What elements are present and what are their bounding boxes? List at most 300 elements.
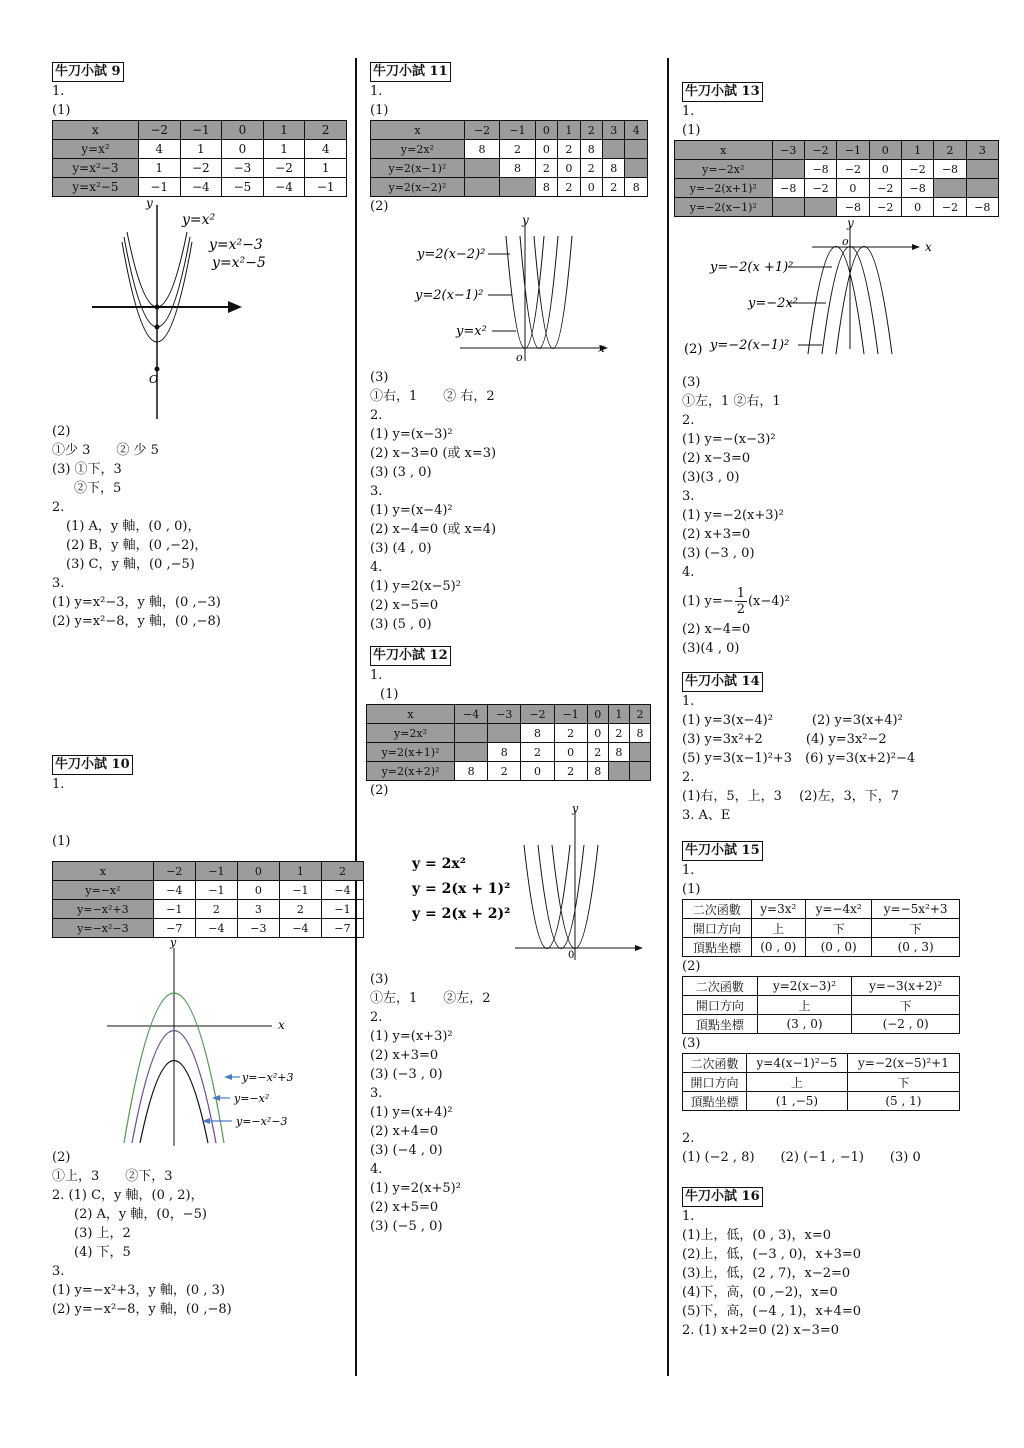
q14-line: (1)右，5，上，3 (2)左，3，下，7 — [682, 789, 900, 804]
q15-cell: 開口方向 — [683, 1073, 747, 1092]
q13-cell: −2 — [869, 198, 901, 217]
q11-cell: 4 — [625, 121, 648, 140]
q13-fraction-line — [682, 582, 982, 620]
q13-answer-line: (1) y=−(x−3)² — [682, 432, 776, 447]
q9-answer-line: (1) y=x²−3，y 軸，(0 ,−3) — [52, 595, 221, 610]
q11-y-label: y — [522, 216, 529, 227]
q10-answer-line: 3. — [52, 1264, 65, 1279]
q11-answer-line: (3) (5 , 0) — [370, 617, 432, 632]
q12-curve-2 — [538, 845, 584, 949]
q13-cell: −1 — [837, 141, 869, 160]
q10-cell: 0 — [237, 862, 279, 881]
q16-line: (3)上，低，(2 , 7)，x−2=0 — [682, 1266, 851, 1281]
q10-answer-line: 2. (1) C，y 軸，(0 , 2)， — [52, 1188, 204, 1203]
q11-curve-3 — [534, 236, 572, 349]
q10-cell: −4 — [279, 919, 321, 938]
q12-answer-line: (3) (−3 , 0) — [370, 1067, 443, 1082]
q13-cell: y=−2(x−1)² — [675, 198, 773, 217]
q12-x-arrow — [635, 945, 643, 951]
q14-line: 3. A、E — [682, 808, 731, 823]
q11-cell: 2 — [500, 140, 535, 159]
q11-cell: y=2x² — [371, 140, 465, 159]
q13-cell: −8 — [772, 179, 804, 198]
q11-answer-line: 4. — [370, 560, 383, 575]
q10-answer-line: (2) y=−x²−8，y 軸，(0 ,−8) — [52, 1302, 232, 1317]
q15-cell: 頂點坐標 — [683, 938, 752, 957]
q12-cell: 2 — [488, 762, 521, 781]
q13-frac-pre: (1) y=− — [682, 593, 734, 609]
q12-title: 牛刀小試 12 — [370, 646, 451, 666]
column-divider-1 — [355, 58, 357, 1376]
q13-answer-line: (2) x−4=0 — [682, 622, 751, 637]
q15-cell: 開口方向 — [683, 919, 752, 938]
column-divider-2 — [667, 58, 669, 1376]
q11-answer-line: (3) (4 , 0) — [370, 541, 432, 556]
q12-cell: y=2(x+2)² — [367, 762, 455, 781]
q11-sub: (1) — [370, 103, 389, 118]
q10-sub: (1) — [52, 834, 71, 849]
q12-curve-3 — [524, 845, 570, 949]
q9-cell: −2 — [180, 159, 222, 178]
q12-curve-label-1: y = 2x² — [412, 856, 466, 872]
q10-curve-label-1: y=−x²+3 — [242, 1071, 294, 1084]
q15-cell: 下 — [872, 919, 960, 938]
q11-answer-line: 2. — [370, 408, 383, 423]
q12-cell: y=2x² — [367, 724, 455, 743]
q13-answer-line: (3) — [682, 375, 701, 390]
q13-answer-line: (2) x−3=0 — [682, 451, 751, 466]
q15-table-1 — [682, 899, 960, 957]
column-1 — [52, 60, 352, 1319]
q15-sub3: (3) — [682, 1036, 701, 1051]
q11-cell: 3 — [603, 121, 625, 140]
q12-cell: 0 — [587, 705, 608, 724]
q12-table — [366, 704, 651, 781]
q11-graph — [370, 216, 630, 368]
q13-cell — [804, 198, 836, 217]
q9-cell: 0 — [222, 140, 264, 159]
q9-cell: 1 — [305, 159, 347, 178]
q15-cell: 上 — [757, 996, 852, 1015]
q10-answer-line: (4) 下，5 — [74, 1245, 131, 1260]
q9-cell: −5 — [222, 178, 264, 197]
q16-line: 1. — [682, 1209, 695, 1224]
q11-cell: 1 — [558, 121, 580, 140]
q10-cell: −1 — [153, 900, 195, 919]
q12-cell — [608, 762, 629, 781]
q11-cell — [464, 178, 499, 197]
q12-cell — [629, 762, 650, 781]
q12-answer-line: 4. — [370, 1162, 383, 1177]
q10-cell: y=−x²−3 — [53, 919, 154, 938]
q12-cell: 2 — [554, 762, 587, 781]
q15-table-3 — [682, 1053, 960, 1111]
q14-line: (1) y=3(x−4)² (2) y=3(x+4)² — [682, 713, 903, 728]
q11-cell — [603, 140, 625, 159]
q9-answer-line: ②下，5 — [74, 481, 122, 496]
q13-cell: 1 — [901, 141, 933, 160]
q11-cell: 2 — [558, 140, 580, 159]
q12-cell: 0 — [554, 743, 587, 762]
q12-cell: 8 — [488, 743, 521, 762]
q12-cell: 2 — [554, 724, 587, 743]
q10-cell: −4 — [321, 881, 363, 900]
q13-frac-post: (x−4)² — [747, 593, 790, 609]
q11-cell: 0 — [558, 159, 580, 178]
q12-answer-line: (3) — [370, 972, 389, 987]
q14-line: (3) y=3x²+2 (4) y=3x²−2 — [682, 732, 887, 747]
q9-answer-line: (3) C，y 軸，(0 ,−5) — [66, 557, 195, 572]
q9-cell: 1 — [138, 159, 180, 178]
q10-cell: −1 — [321, 900, 363, 919]
q15-cell: (0 , 0) — [805, 938, 871, 957]
q11-answer-line: (1) y=2(x−5)² — [370, 579, 461, 594]
q9-cell: 1 — [263, 140, 305, 159]
q12-answer-line: ①左，1 ②左，2 — [370, 991, 491, 1006]
q12-answer-line: (2) x+3=0 — [370, 1048, 439, 1063]
q9-table — [52, 120, 347, 197]
q15-cell: 二次函數 — [683, 1054, 747, 1073]
q13-sub2: (2) — [684, 342, 703, 357]
q15-cell: 頂點坐標 — [683, 1092, 747, 1111]
q15-cell: (3 , 0) — [757, 1015, 852, 1034]
q11-answer-line: (2) x−3=0 (或 x=3) — [370, 446, 497, 461]
q13-cell: −2 — [934, 198, 966, 217]
q12-answer-line: (1) y=2(x+5)² — [370, 1181, 461, 1196]
q11-cell: 0 — [580, 178, 602, 197]
q9-cell: 4 — [138, 140, 180, 159]
q13-cell — [772, 160, 804, 179]
q14-line: 2. — [682, 770, 695, 785]
q15-cell: 二次函數 — [683, 900, 752, 919]
q9-point — [155, 325, 160, 330]
q13-graph — [682, 219, 972, 357]
q12-answer-line: (3) (−4 , 0) — [370, 1143, 443, 1158]
q11-cell: x — [371, 121, 465, 140]
q12-o-label: 0 — [568, 950, 575, 961]
q10-cell: 2 — [321, 862, 363, 881]
q10-graph — [52, 938, 332, 1148]
q12-graph — [370, 800, 650, 970]
q15-cell: 下 — [847, 1073, 959, 1092]
q11-cell: 0 — [535, 121, 557, 140]
q11-cell: −1 — [500, 121, 535, 140]
q13-answer-line: (2) x+3=0 — [682, 527, 751, 542]
q13-num: 1. — [682, 104, 695, 119]
q13-cell: −2 — [901, 160, 933, 179]
q11-cell — [500, 178, 535, 197]
q10-cell: −7 — [153, 919, 195, 938]
q13-frac-den: 2 — [736, 601, 745, 617]
q10-answer-line: (3) 上，2 — [74, 1226, 131, 1241]
q13-cell: 0 — [901, 198, 933, 217]
q12-curve-label-2: y = 2(x + 1)² — [412, 881, 511, 897]
q9-cell: x — [53, 121, 139, 140]
q13-x-arrow — [912, 244, 920, 250]
q9-cell: −2 — [263, 159, 305, 178]
q9-cell: −2 — [138, 121, 180, 140]
q10-curve-label-2: y=−x² — [234, 1092, 270, 1105]
q12-cell — [488, 724, 521, 743]
q12-answer-line: (2) x+5=0 — [370, 1200, 439, 1215]
q9-curve-label-2: y=x²−3 — [209, 237, 263, 253]
q13-cell: −2 — [804, 141, 836, 160]
q11-answer-line: (2) x−5=0 — [370, 598, 439, 613]
q9-cell: −4 — [180, 178, 222, 197]
q16-title: 牛刀小試 16 — [682, 1187, 763, 1207]
q11-o-label: o — [516, 351, 523, 364]
q12-cell: 2 — [629, 705, 650, 724]
q12-cell — [455, 743, 488, 762]
q13-x-label: x — [925, 240, 932, 254]
q13-cell — [934, 179, 966, 198]
q12-cell: 8 — [521, 724, 554, 743]
q15-cell: 開口方向 — [683, 996, 758, 1015]
q12-cell: 8 — [455, 762, 488, 781]
q15-sub: (1) — [682, 882, 701, 897]
q9-y-label: y — [146, 197, 153, 210]
q10-y-label: y — [170, 938, 177, 949]
q15-cell: 下 — [852, 996, 960, 1015]
q10-cell: −4 — [195, 919, 237, 938]
q13-cell: −2 — [804, 179, 836, 198]
q13-sub: (1) — [682, 123, 701, 138]
q11-cell: y=2(x−1)² — [371, 159, 465, 178]
q15-answer-line: (1) (−2 , 8) (2) (−1 , −1) (3) 0 — [682, 1150, 921, 1165]
q11-cell: 2 — [603, 178, 625, 197]
q13-cell: y=−2(x+1)² — [675, 179, 773, 198]
q13-frac-num: 1 — [736, 585, 745, 601]
q11-cell: 8 — [580, 140, 602, 159]
q9-answer-line: (3) ①下，3 — [52, 462, 122, 477]
q13-o-label: o — [842, 235, 849, 248]
q9-answer-line: (1) A，y 軸，(0 , 0)， — [66, 519, 201, 534]
q10-arrow — [224, 1074, 232, 1080]
q13-cell: −8 — [934, 160, 966, 179]
q11-cell: y=2(x−2)² — [371, 178, 465, 197]
q15-cell: y=3x² — [751, 900, 805, 919]
q13-cell: −2 — [869, 179, 901, 198]
q12-y-label: y — [572, 802, 579, 815]
q13-answer-line: (3)(4 , 0) — [682, 641, 740, 656]
q12-cell: 2 — [521, 743, 554, 762]
q10-cell: −4 — [153, 881, 195, 900]
q11-answer-line: (1) y=(x−3)² — [370, 427, 453, 442]
q13-cell: −8 — [901, 179, 933, 198]
q9-num: 1. — [52, 84, 65, 99]
q9-answer-line: (2) B，y 軸，(0 ,−2)， — [66, 538, 208, 553]
q12-curve-label-3: y = 2(x + 2)² — [412, 906, 511, 922]
q15-cell: (1 ,−5) — [747, 1092, 848, 1111]
q12-answer-line: (2) x+4=0 — [370, 1124, 439, 1139]
column-3 — [682, 80, 991, 1340]
q15-cell: (−2 , 0) — [852, 1015, 960, 1034]
q12-cell: 0 — [587, 724, 608, 743]
q12-sub: (1) — [380, 687, 399, 702]
q9-cell: y=x²−5 — [53, 178, 139, 197]
q10-cell: y=−x² — [53, 881, 154, 900]
q12-answer-line: 3. — [370, 1086, 383, 1101]
q13-curve-label-1: y=−2(x +1)² — [710, 260, 794, 275]
q9-cell: y=x²−3 — [53, 159, 139, 178]
q11-curve-label-1: y=2(x−2)² — [417, 247, 486, 262]
q10-cell: 1 — [279, 862, 321, 881]
q15-cell: y=4(x−1)²−5 — [747, 1054, 848, 1073]
q12-cell — [455, 724, 488, 743]
q11-cell: 0 — [535, 140, 557, 159]
q11-table — [370, 120, 648, 197]
q13-y-label: y — [847, 219, 854, 230]
q12-cell: 8 — [587, 762, 608, 781]
q13-curve-3 — [836, 247, 892, 355]
q11-answer-line: 3. — [370, 484, 383, 499]
q9-answer-line: ①少 3 ② 少 5 — [52, 443, 159, 458]
q9-cell: −1 — [305, 178, 347, 197]
q11-curve-label-3: y=x² — [456, 324, 487, 339]
q11-answer-line: (1) y=(x−4)² — [370, 503, 453, 518]
q9-x-arrow — [228, 301, 242, 313]
q14-line: (5) y=3(x−1)²+3 (6) y=3(x+2)²−4 — [682, 751, 916, 766]
q9-sub: (1) — [52, 103, 71, 118]
q11-cell: 8 — [603, 159, 625, 178]
q10-answer-line: (2) A，y 軸，(0，−5) — [74, 1207, 207, 1222]
q10-curve-label-3: y=−x²−3 — [236, 1115, 288, 1128]
q11-cell — [464, 159, 499, 178]
q11-cell: 2 — [558, 178, 580, 197]
q15-cell: y=−4x² — [805, 900, 871, 919]
q10-answer-line: (1) y=−x²+3，y 軸，(0 , 3) — [52, 1283, 225, 1298]
q10-cell: 2 — [195, 900, 237, 919]
q10-title: 牛刀小試 10 — [52, 755, 133, 775]
q10-cell: −1 — [279, 881, 321, 900]
q13-cell: x — [675, 141, 773, 160]
q13-cell: −3 — [772, 141, 804, 160]
q10-cell: −2 — [153, 862, 195, 881]
q13-curve-label-3: y=−2(x−1)² — [710, 338, 790, 353]
q9-cell: −3 — [222, 159, 264, 178]
q9-cell: −4 — [263, 178, 305, 197]
q13-fraction — [735, 586, 747, 617]
q11-curve-2 — [520, 236, 558, 349]
q13-answer-line: 4. — [682, 565, 695, 580]
q9-curve-label-1: y=x² — [182, 212, 216, 228]
q13-cell: 0 — [869, 141, 901, 160]
q11-answer-line: (2) x−4=0 (或 x=4) — [370, 522, 497, 537]
q12-cell: −3 — [488, 705, 521, 724]
q11-title: 牛刀小試 11 — [370, 62, 451, 82]
q10-cell: 0 — [237, 881, 279, 900]
q13-cell: 2 — [934, 141, 966, 160]
q10-cell: −1 — [195, 862, 237, 881]
q12-cell: y=2(x+1)² — [367, 743, 455, 762]
q13-cell: −8 — [837, 198, 869, 217]
q12-cell: 0 — [521, 762, 554, 781]
q12-cell: 2 — [608, 724, 629, 743]
q16-line: (4)下，高，(0 ,−2)，x=0 — [682, 1285, 838, 1300]
q12-cell — [629, 743, 650, 762]
q10-x-label: x — [278, 1018, 285, 1032]
q12-cell: 8 — [608, 743, 629, 762]
q10-num: 1. — [52, 777, 65, 792]
q12-sub2: (2) — [370, 783, 389, 798]
q15-cell: (5 , 1) — [847, 1092, 959, 1111]
q9-cell: 1 — [263, 121, 305, 140]
q9-cell: y=x² — [53, 140, 139, 159]
q10-cell: x — [53, 862, 154, 881]
q11-cell: 2 — [535, 159, 557, 178]
q9-point — [155, 367, 160, 372]
q12-cell: 8 — [629, 724, 650, 743]
q13-answer-line: 2. — [682, 413, 695, 428]
q12-answer-line: 2. — [370, 1010, 383, 1025]
q9-answer-line: (2) y=x²−8，y 軸，(0 ,−8) — [52, 614, 221, 629]
q12-cell: −4 — [455, 705, 488, 724]
q15-num: 1. — [682, 863, 695, 878]
q9-graph — [52, 197, 312, 422]
q13-answer-line: 3. — [682, 489, 695, 504]
q12-cell: 2 — [587, 743, 608, 762]
q15-cell: 二次函數 — [683, 977, 758, 996]
q13-cell: −8 — [804, 160, 836, 179]
q10-answer-line: (2) — [52, 1150, 71, 1165]
q9-curve-label-3: y=x²−5 — [212, 255, 266, 271]
q15-cell: y=2(x−3)² — [757, 977, 852, 996]
q15-cell: (0 , 3) — [872, 938, 960, 957]
q13-answer-line: (3) (−3 , 0) — [682, 546, 755, 561]
q13-curve-2 — [808, 247, 864, 355]
q13-answer-line: (1) y=−2(x+3)² — [682, 508, 784, 523]
q11-cell — [625, 140, 648, 159]
q15-cell: y=−2(x−5)²+1 — [847, 1054, 959, 1073]
q15-answer-line: 2. — [682, 1131, 695, 1146]
q10-cell: −3 — [237, 919, 279, 938]
q13-cell — [966, 160, 998, 179]
q13-cell: 3 — [966, 141, 998, 160]
q11-cell: 2 — [580, 159, 602, 178]
q10-answer-line: ①上，3 ②下，3 — [52, 1169, 173, 1184]
q15-cell: 上 — [747, 1073, 848, 1092]
q11-answer-line: (3) (3 , 0) — [370, 465, 432, 480]
q15-cell: (0 , 0) — [751, 938, 805, 957]
q9-answer-line: 3. — [52, 576, 65, 591]
q12-num: 1. — [370, 668, 383, 683]
q13-cell — [966, 179, 998, 198]
q11-cell: 8 — [535, 178, 557, 197]
q15-cell: 頂點坐標 — [683, 1015, 758, 1034]
q12-cell: 1 — [608, 705, 629, 724]
q11-cell: 8 — [464, 140, 499, 159]
q15-cell: 下 — [805, 919, 871, 938]
q9-cell: 4 — [305, 140, 347, 159]
q11-cell: 8 — [500, 159, 535, 178]
q12-answer-line: (1) y=(x+3)² — [370, 1029, 453, 1044]
q15-table-2 — [682, 976, 960, 1034]
q15-title: 牛刀小試 15 — [682, 841, 763, 861]
q11-cell — [625, 159, 648, 178]
q9-point — [155, 305, 160, 310]
q12-cell: −1 — [554, 705, 587, 724]
q13-answer-line: ①左，1 ②右，1 — [682, 394, 781, 409]
q13-cell: 0 — [837, 179, 869, 198]
q14-title: 牛刀小試 14 — [682, 672, 763, 692]
q9-cell: −1 — [180, 121, 222, 140]
q10-cell: y=−x²+3 — [53, 900, 154, 919]
q15-cell: 上 — [751, 919, 805, 938]
q9-cell: 1 — [180, 140, 222, 159]
q9-answer-line: 2. — [52, 500, 65, 515]
q12-cell: x — [367, 705, 455, 724]
q13-cell — [772, 198, 804, 217]
